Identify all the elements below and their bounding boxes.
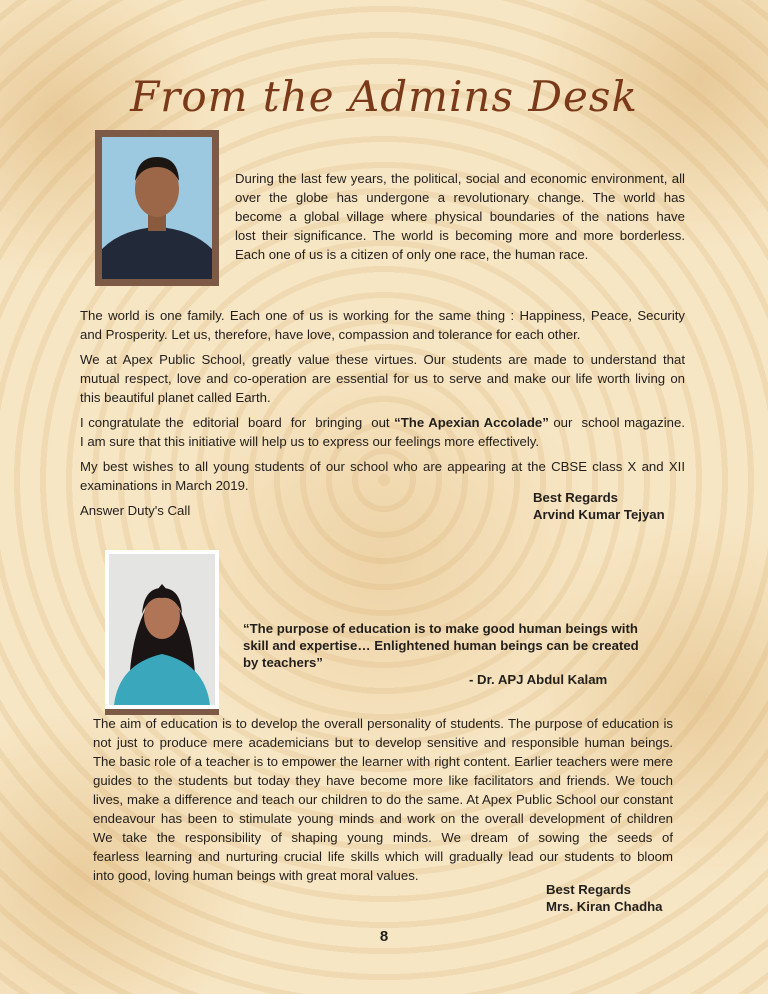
quote-author: - Dr. APJ Abdul Kalam (469, 672, 608, 687)
admin-signature (533, 489, 665, 523)
text-line: mutual respect, love and co-operation are essential for us to serve and make our life worth living on (80, 371, 685, 386)
text-line: and Prosperity. Let us, therefore, have love, compassion and tolerance for each other. (80, 327, 581, 342)
text-line: The basic role of a teacher is to empower the learner with right content. Earlier teachers were mere (93, 754, 673, 769)
signatory-name: Mrs. Kiran Chadha (546, 899, 663, 914)
text-line: I am sure that this initiative will help us to express our feelings more effectively. (80, 434, 540, 449)
admin-message (80, 306, 685, 520)
admin-intro (235, 169, 685, 264)
text-line: over the globe has undergone a revolutionary change. The world has (235, 190, 685, 205)
magazine-name: “The Apexian Accolade” (394, 415, 549, 430)
text-line: become a global village where physical boundaries of the nations have (235, 209, 685, 224)
text-line: The aim of education is to develop the overall personality of students. The purpose of education is (93, 716, 673, 731)
text-line: Each one of us is a citizen of only one race, the human race. (235, 247, 589, 262)
admin-portrait-icon (102, 137, 212, 279)
principal-portrait-icon (109, 554, 215, 705)
text-line: Answer Duty's Call (80, 503, 191, 518)
text-line: lost their significance. The world is becoming more and more borderless. (235, 228, 685, 243)
kalam-quote (243, 620, 639, 688)
text-line: lives, make a difference and teach our children to do the same. At Apex Public School our constant (93, 792, 673, 807)
text-line: We at Apex Public School, greatly value these virtues. Our students are made to understand that (80, 352, 685, 367)
principal-signature (546, 881, 663, 915)
admin-photo (95, 130, 219, 286)
text-span: our school magazine. (548, 415, 685, 430)
page-title: From the Admins Desk (130, 72, 638, 121)
regards: Best Regards (546, 882, 632, 897)
text-line: endeavour has been to stimulate young minds and work on the overall development of children (93, 811, 673, 826)
text-line (80, 413, 685, 432)
text-line: this beautiful planet called Earth. (80, 390, 271, 405)
text-line: We take the responsibility of shaping young minds. We dream of sowing the seeds of (93, 830, 673, 845)
quote-line: by teachers” (243, 655, 323, 670)
text-line: During the last few years, the political, social and economic environment, all (235, 171, 685, 186)
text-line: guides to the students but today they have become more like facilitators and friends. We touch (93, 773, 673, 788)
text-line: My best wishes to all young students of our school who are appearing at the CBSE class X and XII (80, 459, 685, 474)
text-line: not just to produce mere academicians but to develop sensitive and responsible human beings. (93, 735, 673, 750)
signatory-name: Arvind Kumar Tejyan (533, 507, 665, 522)
text-span: I congratulate the editorial board for bringing out (80, 415, 395, 430)
text-line: examinations in March 2019. (80, 478, 249, 493)
text-line: fearless learning and nurturing crucial life skills which will gradually lead our students to bloom (93, 849, 673, 864)
quote-line: “The purpose of education is to make good human beings with (243, 621, 638, 636)
text-line: into good, loving human beings with great moral values. (93, 868, 419, 883)
text-line: The world is one family. Each one of us is working for the same thing : Happiness, Peace, Security (80, 308, 685, 323)
principal-message (93, 714, 673, 885)
regards: Best Regards (533, 490, 619, 505)
principal-photo (105, 550, 219, 709)
page-number: 8 (379, 928, 389, 945)
quote-line: skill and expertise… Enlightened human beings can be created (243, 638, 639, 653)
